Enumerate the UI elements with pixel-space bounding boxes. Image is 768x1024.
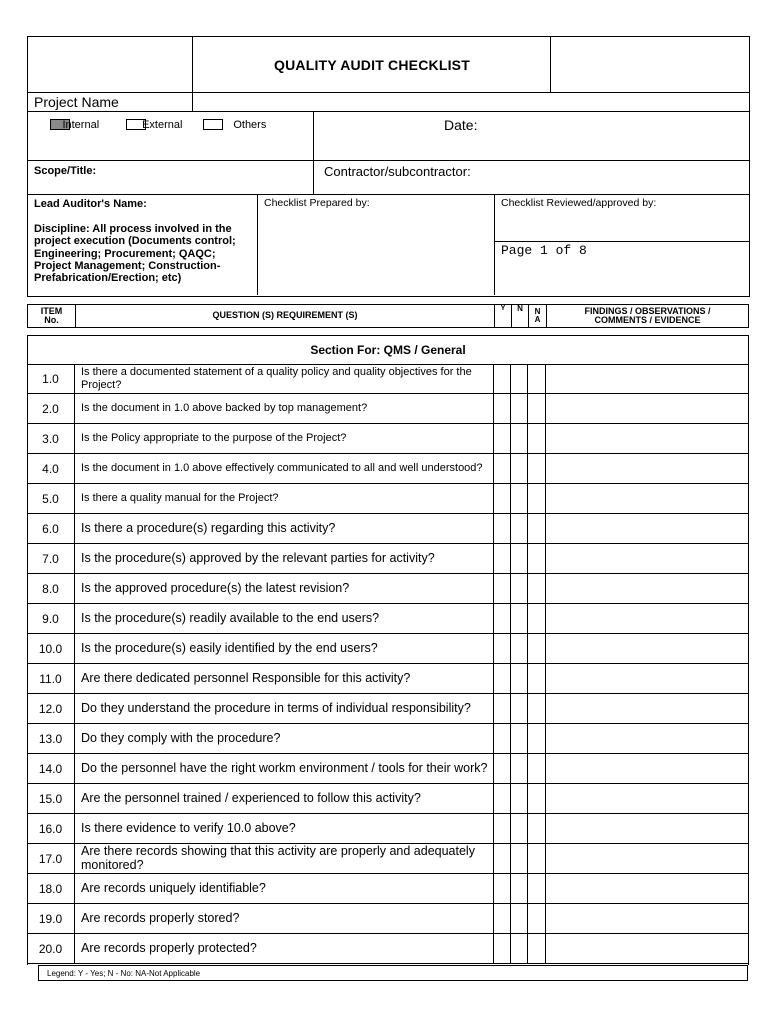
item-question: Do they comply with the procedure? bbox=[74, 724, 493, 753]
yes-cell[interactable] bbox=[493, 634, 510, 663]
findings-cell[interactable] bbox=[545, 394, 749, 423]
item-question: Is the document in 1.0 above backed by top management? bbox=[74, 394, 493, 423]
no-cell[interactable] bbox=[510, 664, 527, 693]
table-row bbox=[27, 514, 749, 544]
col-question: QUESTION (S) REQUIREMENT (S) bbox=[75, 305, 494, 327]
findings-cell[interactable] bbox=[545, 784, 749, 813]
item-number: 14.0 bbox=[38, 761, 63, 776]
item-question: Is there a quality manual for the Project? bbox=[74, 484, 493, 513]
header-form bbox=[27, 36, 750, 297]
findings-cell[interactable] bbox=[545, 634, 749, 663]
scope-row bbox=[28, 160, 749, 195]
item-question: Is the procedure(s) approved by the relevant parties for activity? bbox=[74, 544, 493, 573]
no-cell[interactable] bbox=[510, 694, 527, 723]
findings-cell[interactable] bbox=[545, 364, 749, 393]
na-cell[interactable] bbox=[527, 394, 545, 423]
item-question: Do the personnel have the right workm environment / tools for their work? bbox=[74, 754, 493, 783]
date-cell[interactable] bbox=[313, 112, 749, 160]
item-number: 6.0 bbox=[42, 521, 59, 536]
title-cell bbox=[192, 37, 551, 93]
item-number: 20.0 bbox=[38, 941, 63, 956]
internal-label: Internal bbox=[62, 118, 100, 131]
col-na: N A bbox=[528, 305, 546, 327]
item-question: Is the Policy appropriate to the purpose of the Project? bbox=[74, 424, 493, 453]
table-row bbox=[27, 934, 749, 964]
yes-cell[interactable] bbox=[493, 844, 510, 873]
item-number: 3.0 bbox=[42, 431, 59, 446]
logo-cell-left bbox=[28, 37, 192, 93]
item-question: Are records properly stored? bbox=[74, 904, 493, 933]
na-cell[interactable] bbox=[527, 844, 545, 873]
no-cell[interactable] bbox=[510, 874, 527, 903]
yes-cell[interactable] bbox=[493, 514, 510, 543]
findings-cell[interactable] bbox=[545, 874, 749, 903]
no-cell[interactable] bbox=[510, 934, 527, 963]
others-checkbox[interactable] bbox=[203, 119, 223, 130]
yes-cell[interactable] bbox=[493, 694, 510, 723]
table-row bbox=[27, 484, 749, 514]
yes-cell[interactable] bbox=[493, 874, 510, 903]
item-question: Are the personnel trained / experienced to follow this activity? bbox=[74, 784, 493, 813]
table-row bbox=[27, 544, 749, 574]
no-cell[interactable] bbox=[510, 364, 527, 393]
reviewed-by-cell[interactable] bbox=[494, 195, 749, 242]
yes-cell[interactable] bbox=[493, 454, 510, 483]
na-cell[interactable] bbox=[527, 484, 545, 513]
table-row bbox=[27, 874, 749, 904]
no-cell[interactable] bbox=[510, 574, 527, 603]
findings-cell[interactable] bbox=[545, 904, 749, 933]
item-number: 2.0 bbox=[42, 401, 59, 416]
prepared-by-cell[interactable] bbox=[257, 195, 494, 295]
findings-cell[interactable] bbox=[545, 844, 749, 873]
table-row bbox=[27, 664, 749, 694]
na-cell[interactable] bbox=[527, 784, 545, 813]
table-row bbox=[27, 364, 749, 394]
table-row bbox=[27, 694, 749, 724]
findings-cell[interactable] bbox=[545, 544, 749, 573]
date-label: Date: bbox=[444, 117, 478, 133]
item-question: Do they understand the procedure in terms of individual responsibility? bbox=[74, 694, 493, 723]
findings-cell[interactable] bbox=[545, 424, 749, 453]
no-cell[interactable] bbox=[510, 634, 527, 663]
na-cell[interactable] bbox=[527, 544, 545, 573]
item-question: Is the procedure(s) readily available to the end users? bbox=[74, 604, 493, 633]
yes-cell[interactable] bbox=[493, 574, 510, 603]
col-yes: Y bbox=[494, 305, 511, 327]
scope-label: Scope/Title: bbox=[34, 165, 97, 177]
column-header-row bbox=[27, 304, 749, 328]
na-cell[interactable] bbox=[527, 664, 545, 693]
yes-cell[interactable] bbox=[493, 484, 510, 513]
table-row bbox=[27, 574, 749, 604]
item-question: Is there a documented statement of a quality policy and quality objectives for the Project? bbox=[74, 364, 493, 393]
item-number: 17.0 bbox=[38, 851, 63, 866]
project-name-label: Project Name bbox=[34, 94, 119, 110]
external-label: External bbox=[142, 118, 183, 131]
col-item-no: ITEM No. bbox=[40, 305, 63, 325]
na-cell[interactable] bbox=[527, 574, 545, 603]
item-number: 10.0 bbox=[38, 641, 63, 656]
item-number: 9.0 bbox=[42, 611, 59, 626]
na-cell[interactable] bbox=[527, 364, 545, 393]
no-cell[interactable] bbox=[510, 724, 527, 753]
item-question: Are there dedicated personnel Responsible for this activity? bbox=[74, 664, 493, 693]
project-name-field[interactable] bbox=[192, 93, 749, 111]
yes-cell[interactable] bbox=[493, 664, 510, 693]
item-number: 15.0 bbox=[38, 791, 63, 806]
no-cell[interactable] bbox=[510, 754, 527, 783]
lead-auditor-label: Lead Auditor's Name: bbox=[34, 198, 147, 210]
findings-cell[interactable] bbox=[545, 694, 749, 723]
na-cell[interactable] bbox=[527, 814, 545, 843]
yes-cell[interactable] bbox=[493, 544, 510, 573]
na-cell[interactable] bbox=[527, 754, 545, 783]
yes-cell[interactable] bbox=[493, 604, 510, 633]
no-cell[interactable] bbox=[510, 814, 527, 843]
no-cell[interactable] bbox=[510, 604, 527, 633]
table-row bbox=[27, 634, 749, 664]
item-question: Is there a procedure(s) regarding this activity? bbox=[74, 514, 493, 543]
na-cell[interactable] bbox=[527, 934, 545, 963]
na-cell[interactable] bbox=[527, 454, 545, 483]
contractor-label: Contractor/subcontractor: bbox=[324, 164, 471, 179]
na-cell[interactable] bbox=[527, 874, 545, 903]
na-cell[interactable] bbox=[527, 514, 545, 543]
no-cell[interactable] bbox=[510, 484, 527, 513]
discipline-text: Discipline: All process involved in the project execution (Documents control; Engineering; Procurement; QAQC; Project Management; Construction-Prefabrication/Erection; etc) bbox=[34, 223, 236, 285]
findings-cell[interactable] bbox=[545, 754, 749, 783]
yes-cell[interactable] bbox=[493, 724, 510, 753]
item-number: 7.0 bbox=[42, 551, 59, 566]
auditor-row bbox=[28, 194, 749, 296]
table-row bbox=[27, 844, 749, 874]
no-cell[interactable] bbox=[510, 784, 527, 813]
page-info-cell bbox=[494, 241, 749, 295]
item-question: Is the document in 1.0 above effectively communicated to all and well understood? bbox=[74, 454, 493, 483]
findings-cell[interactable] bbox=[545, 574, 749, 603]
yes-cell[interactable] bbox=[493, 784, 510, 813]
col-findings: FINDINGS / OBSERVATIONS / COMMENTS / EVIDENCE bbox=[546, 305, 748, 327]
item-number: 4.0 bbox=[42, 461, 59, 476]
findings-cell[interactable] bbox=[545, 514, 749, 543]
logo-cell-right bbox=[550, 37, 749, 93]
yes-cell[interactable] bbox=[493, 424, 510, 453]
na-cell[interactable] bbox=[527, 634, 545, 663]
no-cell[interactable] bbox=[510, 394, 527, 423]
table-row bbox=[27, 904, 749, 934]
yes-cell[interactable] bbox=[493, 754, 510, 783]
contractor-cell[interactable] bbox=[313, 161, 749, 194]
section-header bbox=[27, 335, 749, 365]
item-question: Is the procedure(s) easily identified by the end users? bbox=[74, 634, 493, 663]
yes-cell[interactable] bbox=[493, 394, 510, 423]
table-row bbox=[27, 814, 749, 844]
table-row bbox=[27, 424, 749, 454]
findings-cell[interactable] bbox=[545, 934, 749, 963]
item-number: 13.0 bbox=[38, 731, 63, 746]
findings-cell[interactable] bbox=[545, 454, 749, 483]
table-row bbox=[27, 724, 749, 754]
no-cell[interactable] bbox=[510, 424, 527, 453]
item-number: 12.0 bbox=[38, 701, 63, 716]
no-cell[interactable] bbox=[510, 454, 527, 483]
na-cell[interactable] bbox=[527, 724, 545, 753]
yes-cell[interactable] bbox=[493, 364, 510, 393]
reviewed-by-label: Checklist Reviewed/approved by: bbox=[501, 197, 657, 209]
audit-type-options bbox=[50, 116, 266, 134]
lead-auditor-cell[interactable] bbox=[34, 198, 254, 285]
na-cell[interactable] bbox=[527, 604, 545, 633]
prepared-by-label: Checklist Prepared by: bbox=[264, 197, 370, 209]
yes-cell[interactable] bbox=[493, 814, 510, 843]
table-row bbox=[27, 394, 749, 424]
table-row bbox=[27, 454, 749, 484]
no-cell[interactable] bbox=[510, 514, 527, 543]
yes-cell[interactable] bbox=[493, 934, 510, 963]
item-question: Is there evidence to verify 10.0 above? bbox=[74, 814, 493, 843]
item-number: 18.0 bbox=[38, 881, 63, 896]
findings-cell[interactable] bbox=[545, 604, 749, 633]
na-cell[interactable] bbox=[527, 904, 545, 933]
item-number: 11.0 bbox=[39, 671, 62, 686]
findings-cell[interactable] bbox=[545, 724, 749, 753]
table-row bbox=[27, 754, 749, 784]
item-number: 5.0 bbox=[42, 491, 59, 506]
findings-cell[interactable] bbox=[545, 814, 749, 843]
na-cell[interactable] bbox=[527, 694, 545, 723]
item-number: 1.0 bbox=[42, 371, 59, 386]
legend-text: Legend: Y - Yes; N - No: NA-Not Applicable bbox=[47, 968, 201, 978]
table-row bbox=[27, 604, 749, 634]
item-number: 19.0 bbox=[38, 911, 63, 926]
legend-box bbox=[38, 965, 748, 981]
item-question: Are records properly protected? bbox=[74, 934, 493, 963]
others-label: Others bbox=[233, 118, 267, 131]
findings-cell[interactable] bbox=[545, 484, 749, 513]
item-number: 16.0 bbox=[38, 821, 63, 836]
item-question: Is the approved procedure(s) the latest revision? bbox=[74, 574, 493, 603]
item-number: 8.0 bbox=[42, 581, 59, 596]
page-info: Page 1 of 8 bbox=[501, 243, 587, 258]
no-cell[interactable] bbox=[510, 844, 527, 873]
yes-cell[interactable] bbox=[493, 904, 510, 933]
findings-cell[interactable] bbox=[545, 664, 749, 693]
section-title: Section For: QMS / General bbox=[310, 343, 466, 357]
col-no: N bbox=[511, 305, 528, 327]
item-question: Are there records showing that this activity are properly and adequately monitored? bbox=[74, 844, 493, 873]
item-question: Are records uniquely identifiable? bbox=[74, 874, 493, 903]
table-row bbox=[27, 784, 749, 814]
na-cell[interactable] bbox=[527, 424, 545, 453]
no-cell[interactable] bbox=[510, 544, 527, 573]
page-title: QUALITY AUDIT CHECKLIST bbox=[274, 57, 470, 73]
no-cell[interactable] bbox=[510, 904, 527, 933]
audit-type-row bbox=[28, 111, 749, 161]
project-name-row bbox=[28, 92, 749, 112]
